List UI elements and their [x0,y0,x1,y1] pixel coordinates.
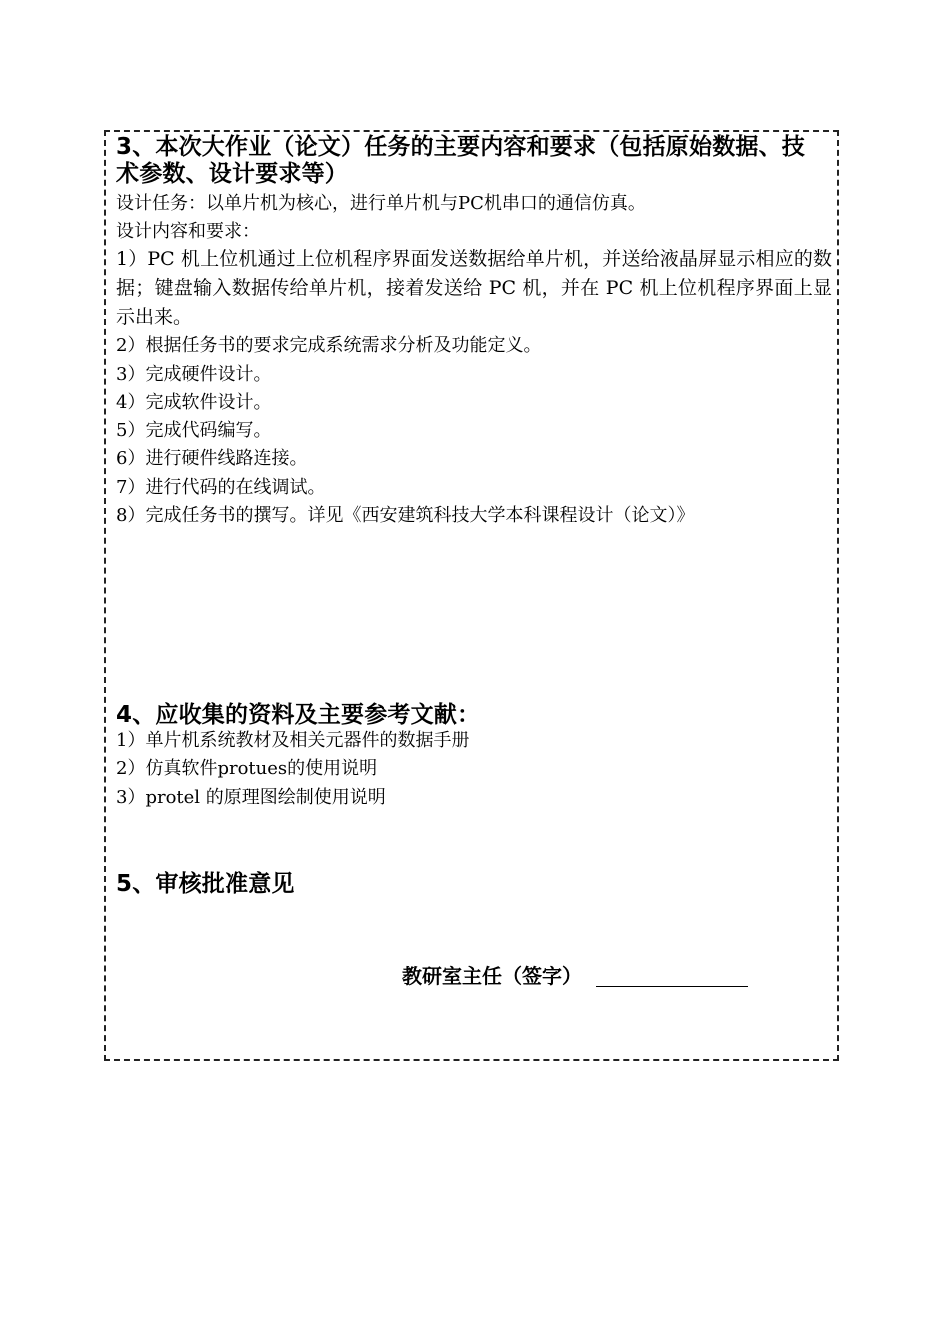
form-box [104,130,839,1061]
requirement-item-5: 5）完成代码编写。 [116,420,272,441]
requirement-item-2: 2）根据任务书的要求完成系统需求分析及功能定义。 [116,335,542,356]
reference-item-1: 1）单片机系统教材及相关元器件的数据手册 [116,730,470,751]
section4-heading: 4、应收集的资料及主要参考文献： [116,702,481,728]
requirement-item-6: 6）进行硬件线路连接。 [116,448,308,469]
requirement-item-3: 3）完成硬件设计。 [116,364,272,385]
requirement-item-7: 7）进行代码的在线调试。 [116,477,326,498]
requirement-item-8: 8）完成任务书的撰写。详见《西安建筑科技大学本科课程设计（论文）》 [116,505,695,526]
requirement-item-4: 4）完成软件设计。 [116,392,272,413]
section3-heading: 3、本次大作业（论文）任务的主要内容和要求（包括原始数据、技术参数、设计要求等） [116,134,806,187]
signature-line [596,986,748,987]
section5-heading: 5、审核批准意见 [116,871,295,897]
signature-label: 教研室主任（签字） [402,964,582,988]
design-content-label: 设计内容和要求： [116,221,260,242]
reference-item-2: 2）仿真软件protues的使用说明 [116,758,378,779]
design-task: 设计任务：以单片机为核心，进行单片机与PC机串口的通信仿真。 [116,193,646,214]
reference-item-3: 3）protel 的原理图绘制使用说明 [116,787,386,808]
requirement-item-1: 1）PC 机上位机通过上位机程序界面发送数据给单片机，并送给液晶屏显示相应的数据；键盘输入数据传给单片机，接着发送给 PC 机，并在 PC 机上位机程序界面上显示出来。 [116,248,832,328]
